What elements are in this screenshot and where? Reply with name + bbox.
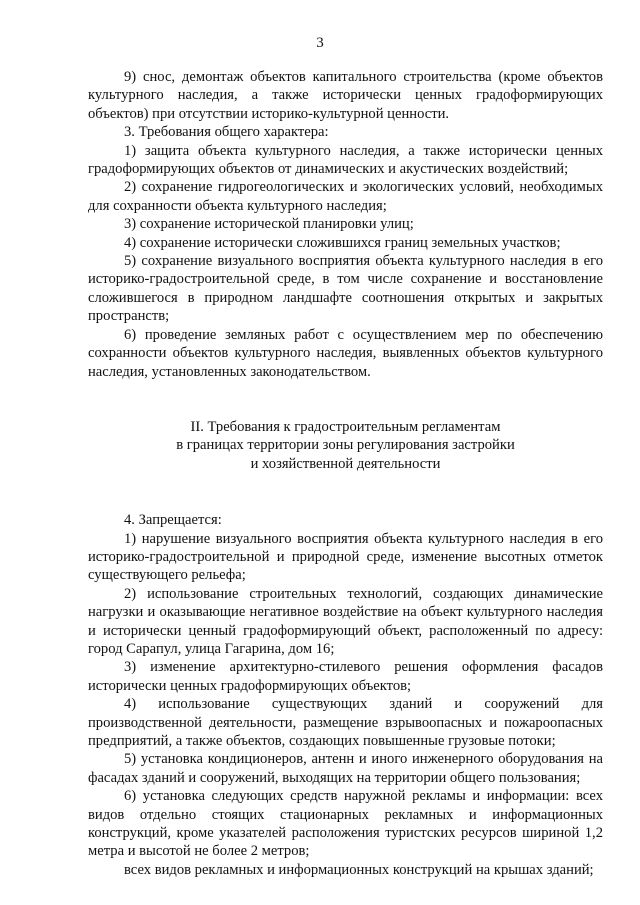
- section-general-requirements: [88, 68, 603, 381]
- paragraph-general-requirements-title: 3. Требования общего характера:: [124, 124, 329, 141]
- section-heading: [88, 418, 603, 473]
- paragraph-roof-advertising: всех видов рекламных и информационных конструкций на крышах зданий;: [124, 861, 594, 878]
- heading-line-2: в границах территории зоны регулирования застройки: [176, 437, 515, 454]
- paragraph-prohibited-title: 4. Запрещается:: [124, 512, 222, 529]
- paragraph-demolition: 9) снос, демонтаж объектов капитального строительства (кроме объектов культурного наследия, а также исторически ценных градоформирующих объектов) при отсутствии историко-культурной ценности.: [88, 69, 603, 122]
- paragraph-building-use: 4) использование существующих зданий и сооружений для производственной деятельности, размещение взрывоопасных и пожароопасных предприятий, а также объектов, создающих повышенные грузовые потоки;: [88, 696, 603, 749]
- heading-line-1: II. Требования к градостроительным регламентам: [190, 418, 501, 435]
- heading-line-3: и хозяйственной деятельности: [250, 455, 441, 472]
- section-prohibitions: [88, 511, 603, 879]
- paragraph-outdoor-advertising: 6) установка следующих средств наружной рекламы и информации: всех видов отдельно стоящих стационарных рекламных и информационных конструкций, кроме указателей расположения туристских ресурсов шириной 1,2 метра и высотой не более 2 метров;: [88, 788, 603, 860]
- paragraph-land-boundaries: 4) сохранение исторически сложившихся границ земельных участков;: [124, 234, 561, 251]
- paragraph-hydrogeological-conditions: 2) сохранение гидрогеологических и экологических условий, необходимых для сохранности объекта культурного наследия;: [88, 179, 603, 214]
- page-number: 3: [316, 35, 324, 51]
- paragraph-visual-perception: 5) сохранение визуального восприятия объекта культурного наследия в его историко-градостроительной среде, в том числе сохранение и восстановление сложившегося в природном ландшафте соотношения открытых и закрытых пространств;: [88, 253, 603, 325]
- paragraph-earthworks: 6) проведение земляных работ с осуществлением мер по обеспечению сохранности объектов культурного наследия, выявленных объектов культурного наследия, установленных законодательством.: [88, 326, 603, 380]
- paragraph-construction-technologies: 2) использование строительных технологий, создающих динамические нагрузки и оказывающие негативное воздействие на объект культурного наследия и исторически ценный градоформирующий объект, расположенный по адресу: город Сарапул, улица Гагарина, дом 16;: [88, 585, 603, 657]
- paragraph-visual-violation: 1) нарушение визуального восприятия объекта культурного наследия в его историко-градостроительной и природной среде, изменение высотных отметок существующего рельефа;: [88, 530, 603, 584]
- paragraph-protection-impacts: 1) защита объекта культурного наследия, а также исторически ценных градоформирующих объектов от динамических и акустических воздействий;: [88, 142, 603, 178]
- paragraph-facade-style: 3) изменение архитектурно-стилевого решения оформления фасадов исторически ценных градоформирующих объектов;: [88, 659, 603, 694]
- paragraph-street-planning: 3) сохранение исторической планировки улиц;: [124, 216, 414, 233]
- paragraph-equipment-installation: 5) установка кондиционеров, антенн и иного инженерного оборудования на фасадах зданий и сооружений, выходящих на территории общего пользования;: [88, 751, 603, 786]
- document-body: [88, 68, 603, 879]
